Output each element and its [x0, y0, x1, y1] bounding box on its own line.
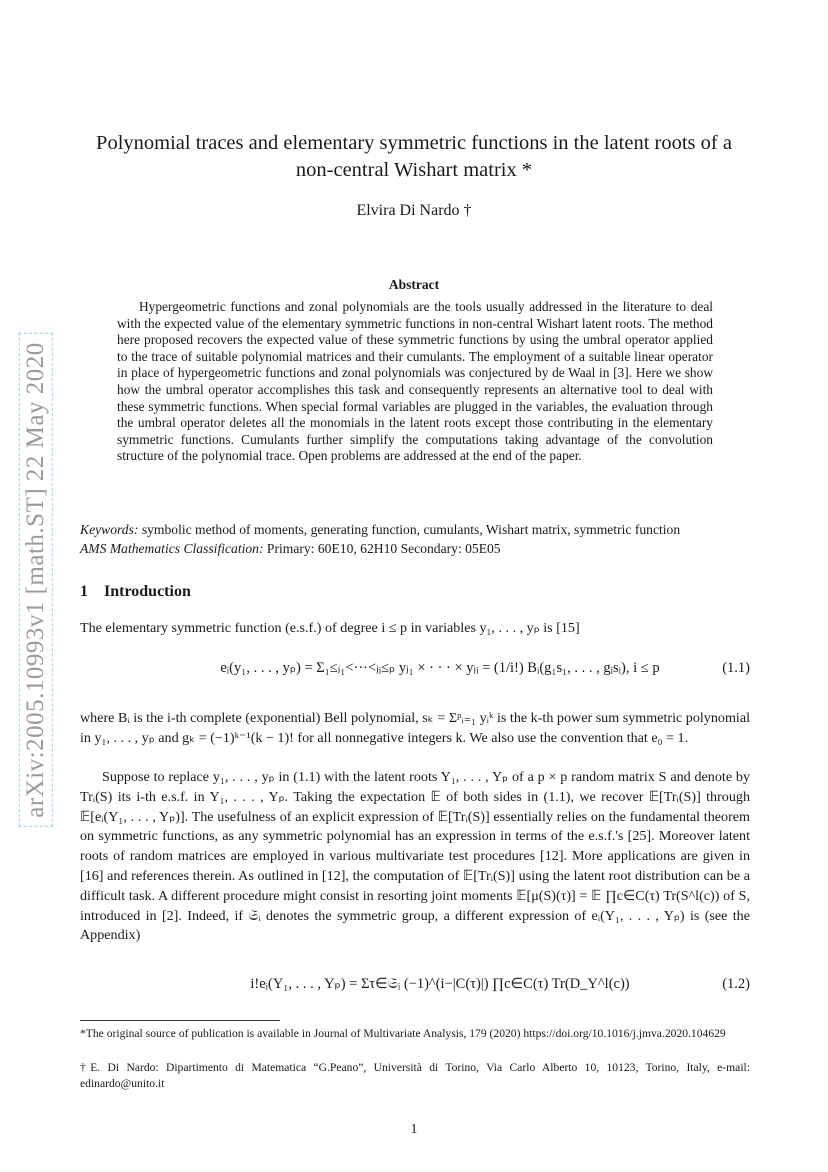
abstract-body: Hypergeometric functions and zonal polynomials are the tools usually addressed in the literature to deal with the expected value of the elementary symmetric functions in non-central Wishart latent roots. The method here proposed recovers the expected value of these symmetric functions by using the umbral operator applied to the trace of suitable polynomial matrices and their cumulants. The employment of a suitable linear operator in place of hypergeometric functions and zonal polynomials was conjectured by de Waal in [3]. Here we show how the umbral operator accomplishes this task and consequently represents an alternative tool to deal with these symmetric functions. When special formal variables are plugged in the variables, the evaluation through the umbral operator deletes all the monomials in the latent roots except those contributing in the elementary symmetric functions. Cumulants further simplify the computations taking advantage of the convolution structure of the polynomial trace. Open problems are addressed at the end of the paper.	[117, 299, 713, 464]
equation-1-1-expression: eᵢ(y₁, . . . , yₚ) = Σ₁≤ⱼ₁<···<ⱼᵢ≤ₚ yⱼ₁ × · · · × yⱼᵢ = (1/i!) Bᵢ(g₁s₁, . . . , gᵢsᵢ), i ≤ p	[220, 660, 660, 676]
arxiv-identifier[interactable]: arXiv:2005.10993v1 [math.ST] 22 May 2020	[19, 333, 53, 827]
ams-classification-label: AMS Mathematics Classification:	[80, 541, 264, 556]
section-title: Introduction	[104, 583, 191, 600]
section-heading	[80, 583, 191, 601]
paragraph-intro: The elementary symmetric function (e.s.f.) of degree i ≤ p in variables y₁, . . . , yₚ is [15]	[80, 620, 580, 636]
page-number: 1	[410, 1122, 418, 1137]
keywords-block	[80, 520, 750, 558]
footnote-rule	[80, 1020, 280, 1021]
section-number: 1	[80, 583, 88, 600]
ams-classification-text: Primary: 60E10, 62H10 Secondary: 05E05	[266, 541, 501, 556]
abstract-heading: Abstract	[388, 277, 440, 292]
keywords-text: symbolic method of moments, generating function, cumulants, Wishart matrix, symmetric function	[141, 522, 681, 537]
footnote-publication: *The original source of publication is available in Journal of Multivariate Analysis, 179 (2020) https://doi.org/10.1016/j.jmva.2020.104629	[80, 1027, 726, 1040]
equation-1-2-number[interactable]: (1.2)	[722, 976, 750, 992]
paragraph-bell-polynomial: where Bᵢ is the i-th complete (exponential) Bell polynomial, sₖ = Σᵖᵢ₌₁ yᵢᵏ is the k-th power sum symmetric polynomial in y₁, . . . , yₚ and gₖ = (−1)ᵏ⁻¹(k − 1)! for all nonnegative integers k. We also use the convention that e₀ = 1.	[80, 710, 750, 746]
equation-1-1	[80, 660, 750, 690]
equation-1-2	[80, 976, 750, 1006]
paragraph-latent-roots: Suppose to replace y₁, . . . , yₚ in (1.1) with the latent roots Y₁, . . . , Yₚ of a p × p random matrix S and denote by Trᵢ(S) its i-th e.s.f. in Y₁, . . . , Yₚ. Taking the expectation 𝔼 of both sides in (1.1), we recover 𝔼[Trᵢ(S)] through 𝔼[eᵢ(Y₁, . . . , Yₚ)]. The usefulness of an explicit expression of 𝔼[Trᵢ(S)] essentially relies on the fundamental theorem on symmetric functions, as any symmetric polynomial has an expression in terms of the e.s.f.'s [25]. Moreover latent roots of random matrices are employed in various multivariate test procedures [12]. More applications are given in [16] and references therein. As outlined in [12], the computation of 𝔼[Trᵢ(S)] using the latent root distribution can be a difficult task. A different procedure might consist in resorting joint moments 𝔼[μ(S)(τ)] = 𝔼 ∏c∈C(τ) Tr(S^l(c)) of S, introduced in [2]. Indeed, if 𝔖ᵢ denotes the symmetric group, a different expression of eᵢ(Y₁, . . . , Yₚ) is (see the Appendix)	[80, 769, 750, 944]
paper-title: Polynomial traces and elementary symmetric functions in the latent roots of a non-central Wishart matrix *	[96, 132, 732, 181]
equation-1-2-expression: i!eᵢ(Y₁, . . . , Yₚ) = Στ∈𝔖ᵢ (−1)^(i−|C(τ)|) ∏c∈C(τ) Tr(D_Y^l(c))	[250, 976, 630, 992]
paper-author: Elvira Di Nardo †	[356, 202, 472, 219]
arxiv-stamp	[6, 310, 66, 850]
equation-1-1-number[interactable]: (1.1)	[722, 660, 750, 676]
keywords-label: Keywords:	[80, 522, 139, 537]
footnote-affiliation: †E. Di Nardo: Dipartimento di Matematica “G.Peano”, Università di Torino, Via Carlo Alberto 10, 10123, Torino, Italy, e-mail: edinardo@unito.it	[80, 1061, 750, 1090]
